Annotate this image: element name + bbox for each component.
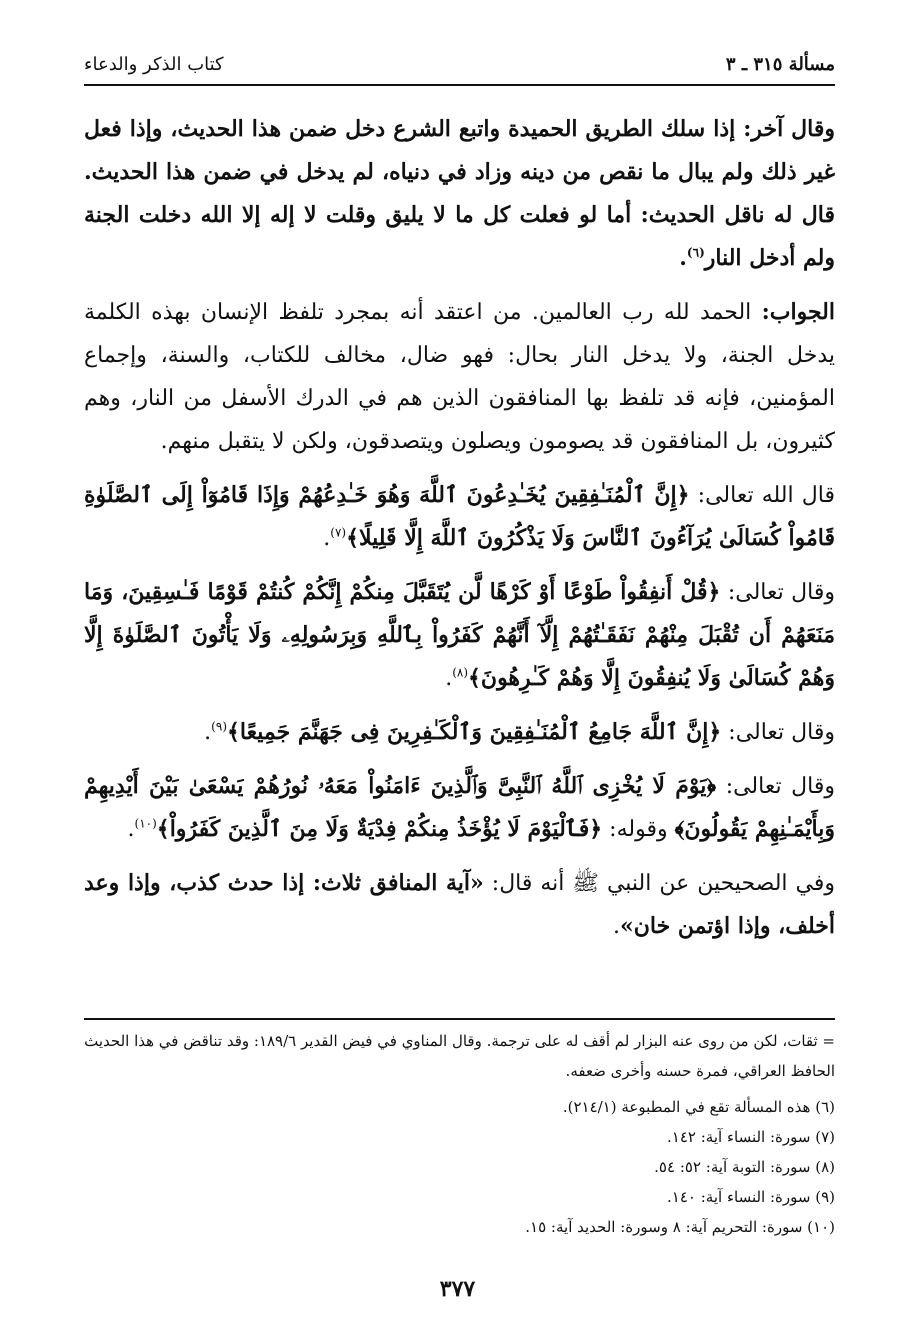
verse-4-intro: وقال تعالى: [725, 774, 835, 799]
hadith-intro: وفي الصحيحين عن النبي ﷺ أنه قال: [491, 871, 835, 896]
footnote-ref-10: (١٠) [134, 816, 157, 831]
verse-3: ﴿إِنَّ ٱللَّهَ جَامِعُ ٱلْمُنَـٰفِقِينَ وَٱلْكَـٰفِرِينَ فِى جَهَنَّمَ جَمِيعًا﴾ [227, 719, 722, 745]
verse-4-paragraph [84, 765, 835, 851]
book-title: كتاب الذكر والدعاء [84, 53, 224, 75]
question-text: وقال آخر: إذا سلك الطريق الحميدة واتبع الشرع دخل ضمن هذا الحديث، وإذا فعل غير ذلك ولم يبال ما نقص من دينه وزاد في دنياه، لم يدخل في ضمن هذا الحديث. قال له ناقل الحديث: أما لو فعلت كل ما لا يليق وقلت لا إله إلا الله دخلت الجنة ولم أدخل النار [84, 116, 835, 271]
answer-text: الحمد لله رب العالمين. من اعتقد أنه بمجرد تلفظ الإنسان بهذه الكلمة يدخل الجنة، ولا يدخل النار بحال: فهو ضال، مخالف للكتاب، والسنة، وإجماع المؤمنين، فإنه قد تلفظ بها المنافقون الذين هم في الدرك الأسفل من النار، وهم كثيرون، بل المنافقون قد يصومون ويصلون ويتصدقون، ولكن لا يتقبل منهم. [84, 300, 835, 454]
verse-4-mid: وقوله: [609, 817, 668, 842]
footnote-ref-6: (٦) [686, 245, 705, 260]
footnote-continuation: = ثقات، لكن من روى عنه البزار لم أقف له على ترجمة. وقال المناوي في فيض القدير ١٨٩/٦: وقد تناقض في هذا الحديث الحافظ العراقي، فمرة حسنه وأخرى ضعفه. [84, 1032, 835, 1080]
footnote-separator [84, 1018, 835, 1020]
footnote-6: (٦) هذه المسألة تقع في المطبوعة (٢١٤/١). [562, 1098, 835, 1116]
verse-4b: ﴿فَٱلْيَوْمَ لَا يُؤْخَذُ مِنكُمْ فِدْيَةٌ وَلَا مِنَ ٱلَّذِينَ كَفَرُواْ﴾ [156, 816, 603, 842]
question-paragraph [84, 108, 835, 280]
main-text [84, 108, 835, 959]
hadith-paragraph [84, 862, 835, 948]
page-number: ٣٧٧ [439, 1276, 476, 1302]
hadith-end: . [612, 914, 620, 939]
answer-paragraph [84, 291, 835, 463]
verse-4-end: . [127, 817, 135, 842]
verse-3-end: . [204, 720, 212, 745]
verse-1-intro: قال الله تعالى: [697, 483, 835, 508]
verse-3-intro: وقال تعالى: [728, 720, 835, 745]
verse-1: ﴿إِنَّ ٱلْمُنَـٰفِقِينَ يُخَـٰدِعُونَ ٱللَّهَ وَهُوَ خَـٰدِعُهُمْ وَإِذَا قَامُوٓاْ إِلَى ٱلصَّلَوٰةِ قَامُواْ كُسَالَىٰ يُرَآءُونَ ٱلنَّاسَ وَلَا يَذْكُرُونَ ٱللَّهَ إِلَّا قَلِيلًا﴾ [84, 482, 835, 551]
running-header [84, 44, 835, 86]
footnotes [84, 1026, 835, 1242]
question-end: . [679, 245, 687, 271]
verse-3-paragraph [84, 711, 835, 754]
issue-number: مسألة ٣١٥ ـ ٣ [725, 53, 835, 75]
verse-2-end: . [445, 666, 453, 691]
footnote-ref-7: (٧) [330, 525, 347, 540]
footnote-ref-9: (٩) [211, 719, 227, 734]
verse-2: ﴿قُلْ أَنفِقُواْ طَوْعًا أَوْ كَرْهًا لَّن يُتَقَبَّلَ مِنكُمْ إِنَّكُمْ كُنتُمْ قَوْمًا فَـٰسِقِينَ، وَمَا مَنَعَهُمْ أَن تُقْبَلَ مِنْهُمْ نَفَقَـٰتُهُمْ إِلَّآ أَنَّهُمْ كَفَرُواْ بِٱللَّهِ وَبِرَسُولِهِۦ وَلَا يَأْتُونَ ٱلصَّلَوٰةَ إِلَّا وَهُمْ كُسَالَىٰ وَلَا يُنفِقُونَ إِلَّا وَهُمْ كَـٰرِهُونَ﴾ [84, 579, 835, 691]
answer-label: الجواب: [761, 299, 835, 325]
footnote-9: (٩) سورة: النساء آية: ١٤٠. [667, 1188, 835, 1206]
verse-4: ﴿يَوْمَ لَا يُخْزِى ٱللَّهُ ٱلنَّبِىَّ وَٱلَّذِينَ ءَامَنُواْ مَعَهُۥ نُورُهُمْ يَسْعَىٰ بَيْنَ أَيْدِيهِمْ وَبِأَيْمَـٰنِهِمْ يَقُولُونَ﴾ [84, 773, 835, 842]
verse-2-paragraph [84, 571, 835, 700]
footnote-10: (١٠) سورة: التحريم آية: ٨ وسورة: الحديد آية: ١٥. [525, 1218, 835, 1236]
verse-1-paragraph [84, 474, 835, 560]
footnote-ref-8: (٨) [452, 665, 469, 680]
hadith-text: «آية المنافق ثلاث: إذا حدث كذب، وإذا وعد أخلف، وإذا اؤتمن خان» [84, 870, 835, 939]
verse-2-intro: وقال تعالى: [727, 580, 836, 605]
verse-1-end: . [323, 526, 331, 551]
footnote-7: (٧) سورة: النساء آية: ١٤٢. [667, 1128, 835, 1146]
footnote-8: (٨) سورة: التوبة آية: ٥٢: ٥٤. [654, 1158, 835, 1176]
